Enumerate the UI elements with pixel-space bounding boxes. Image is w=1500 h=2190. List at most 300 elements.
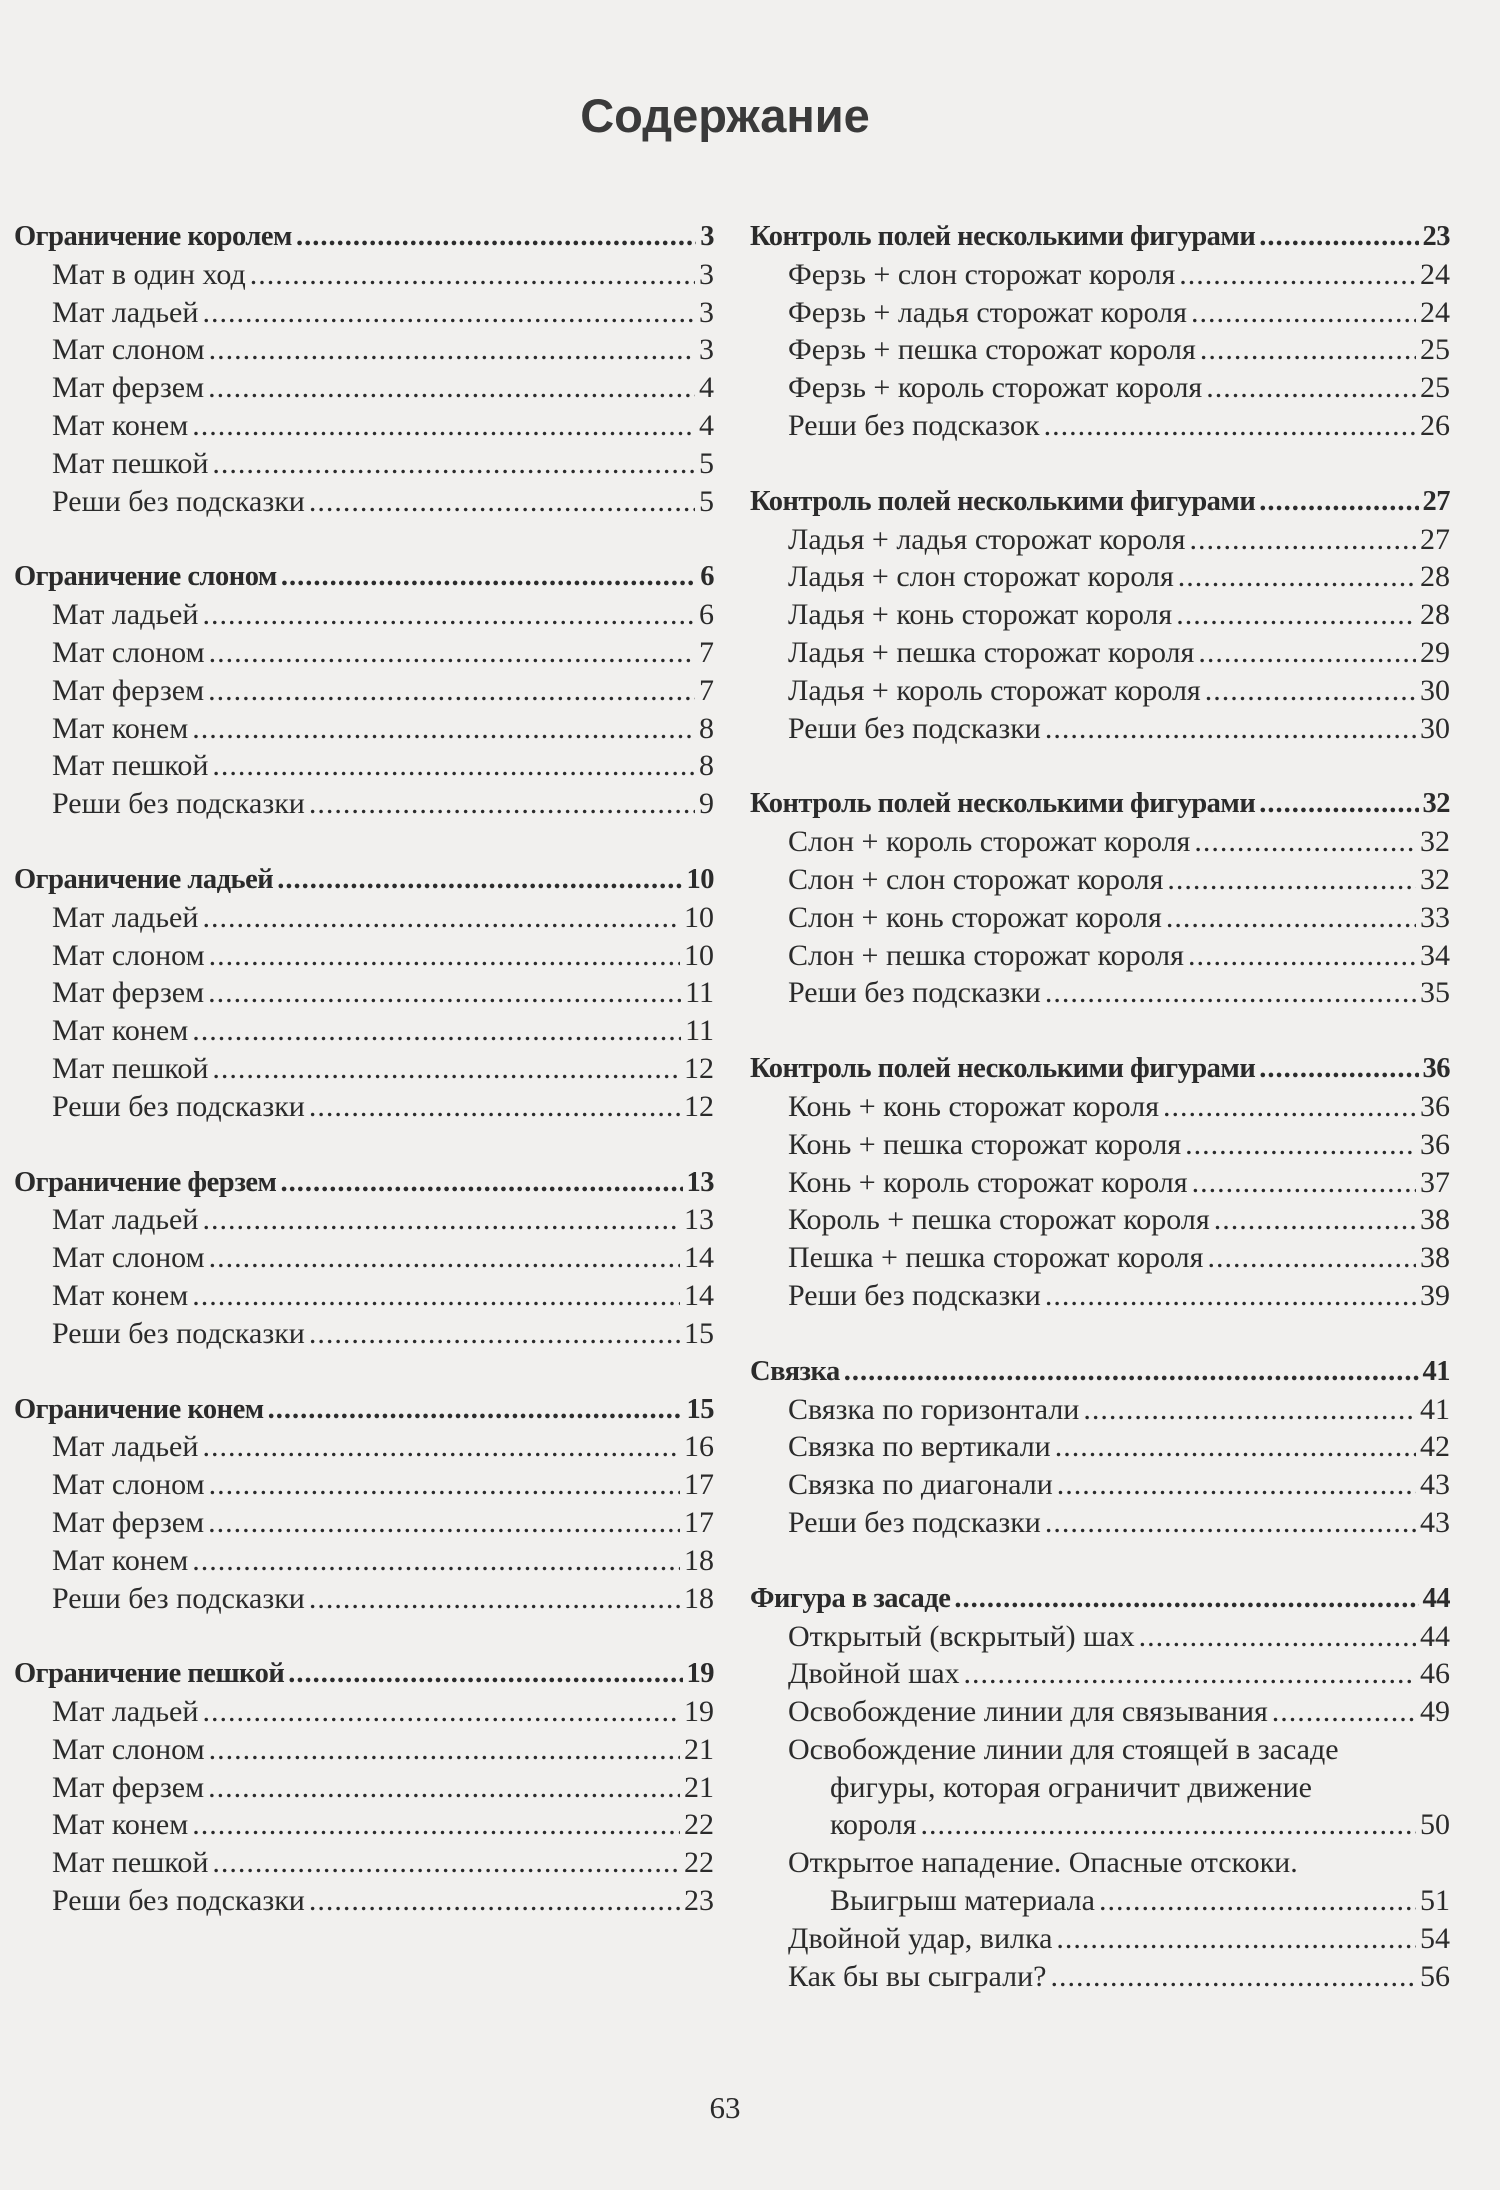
toc-page-number: 5 — [699, 446, 714, 480]
toc-entry — [750, 1504, 1450, 1542]
leader-dots — [209, 1731, 680, 1769]
toc-entry-label: Мат конем — [52, 1014, 189, 1048]
toc-page-number: 37 — [1420, 1165, 1450, 1199]
toc-entry-label: Слон + пешка сторожат короля — [788, 938, 1184, 972]
toc-entry — [750, 899, 1450, 937]
toc-page-number: 25 — [1420, 371, 1450, 405]
toc-entry — [750, 256, 1450, 294]
leader-dots — [1045, 1277, 1416, 1315]
toc-page-number: 14 — [684, 1241, 714, 1275]
toc-entry — [750, 294, 1450, 332]
toc-entry-label: Конь + король сторожат короля — [788, 1165, 1188, 1199]
toc-entry — [14, 1050, 714, 1088]
toc-entry — [14, 445, 714, 483]
leader-dots — [208, 672, 695, 710]
leader-dots — [1259, 785, 1418, 823]
toc-page-number: 15 — [684, 1316, 714, 1350]
toc-section-heading — [750, 1050, 1450, 1088]
toc-entry — [14, 1882, 714, 1920]
toc-entry-label: Слон + конь сторожат короля — [788, 900, 1162, 934]
toc-section — [750, 1050, 1450, 1315]
toc-entry — [750, 1239, 1450, 1277]
toc-entry-label: Мат ферзем — [52, 1770, 205, 1804]
toc-entry-label: Мат слоном — [52, 1241, 205, 1275]
toc-page-number: 30 — [1420, 673, 1450, 707]
leader-dots — [1044, 407, 1416, 445]
toc-page-number: 49 — [1420, 1695, 1450, 1729]
toc-entry-label: Реши без подсказки — [52, 1581, 305, 1615]
leader-dots — [1179, 256, 1416, 294]
toc-entry — [14, 1844, 714, 1882]
toc-page-number: 51 — [1420, 1884, 1450, 1918]
toc-entry — [750, 1655, 1450, 1693]
toc-page-number: 22 — [684, 1808, 714, 1842]
leader-dots — [1207, 1239, 1416, 1277]
toc-entry — [750, 1618, 1450, 1656]
toc-entry — [14, 747, 714, 785]
leader-dots — [1192, 1164, 1416, 1202]
toc-entry-label: Реши без подсказки — [788, 1278, 1041, 1312]
toc-entry — [14, 1277, 714, 1315]
toc-entry-label: Конь + пешка сторожат короля — [788, 1127, 1182, 1161]
toc-entry-label: Реши без подсказки — [788, 1505, 1041, 1539]
leader-dots — [202, 596, 695, 634]
toc-page-number: 3 — [700, 221, 714, 252]
page-number: 63 — [709, 2090, 741, 2125]
toc-entry-label: Мат ферзем — [52, 976, 205, 1010]
leader-dots — [954, 1580, 1418, 1618]
leader-dots — [208, 1769, 680, 1807]
toc-entry-label: Конь + конь сторожат короля — [788, 1089, 1160, 1123]
toc-page-number: 22 — [684, 1846, 714, 1880]
leader-dots — [1200, 331, 1416, 369]
leader-dots — [1176, 596, 1416, 634]
leader-dots — [1055, 1428, 1416, 1466]
leader-dots — [209, 331, 695, 369]
toc-entry — [14, 483, 714, 521]
toc-entry-label: Король + пешка сторожат короля — [788, 1203, 1210, 1237]
toc-page-number: 29 — [1420, 635, 1450, 669]
toc-section-heading — [750, 483, 1450, 521]
toc-page-number: 10 — [684, 938, 714, 972]
toc-page-number: 54 — [1420, 1921, 1450, 1955]
toc-entry — [14, 1731, 714, 1769]
leader-dots — [1045, 974, 1416, 1012]
toc-entry — [14, 634, 714, 672]
toc-entry — [750, 710, 1450, 748]
leader-dots — [1259, 1050, 1418, 1088]
leader-dots — [1205, 672, 1416, 710]
toc-entry — [14, 1806, 714, 1844]
toc-entry — [750, 521, 1450, 559]
toc-page-number: 30 — [1420, 711, 1450, 745]
toc-entry-label: Реши без подсказки — [52, 1089, 305, 1123]
toc-page-number: 9 — [699, 787, 714, 821]
toc-entry-label: Реши без подсказки — [52, 1884, 305, 1918]
toc-page-number: 6 — [700, 561, 714, 593]
toc-page-number: 41 — [1420, 1392, 1450, 1426]
toc-entry-label: Связка — [750, 1355, 840, 1387]
toc-entry-label: Реши без подсказок — [788, 408, 1040, 442]
toc-entry-continuation — [750, 1882, 1450, 1920]
toc-page-number: 34 — [1420, 938, 1450, 972]
leader-dots — [209, 1466, 680, 1504]
toc-page-number: 21 — [684, 1770, 714, 1804]
toc-entry — [14, 785, 714, 823]
toc-page-number: 28 — [1420, 560, 1450, 594]
toc-entry — [14, 294, 714, 332]
toc-entry — [14, 937, 714, 975]
leader-dots — [309, 1580, 680, 1618]
leader-dots — [212, 1844, 680, 1882]
leader-dots — [1272, 1693, 1416, 1731]
leader-dots — [208, 974, 681, 1012]
leader-dots — [202, 1428, 680, 1466]
toc-entry-label: Ограничение конем — [14, 1393, 264, 1425]
toc-section — [14, 1391, 714, 1618]
leader-dots — [1056, 1920, 1416, 1958]
toc-page-number: 19 — [684, 1695, 714, 1729]
toc-entry-label: Мат в один ход — [52, 257, 246, 291]
toc-entry — [750, 1958, 1450, 1996]
toc-left-column — [14, 218, 714, 1958]
leader-dots — [1178, 558, 1416, 596]
leader-dots — [192, 407, 695, 445]
toc-entry — [750, 1277, 1450, 1315]
toc-entry-label: Реши без подсказки — [52, 787, 305, 821]
toc-entry-label: Двойной удар, вилка — [788, 1921, 1053, 1955]
toc-entry — [14, 672, 714, 710]
leader-dots — [202, 1693, 680, 1731]
toc-entry — [14, 1315, 714, 1353]
toc-entry-label: Связка по диагонали — [788, 1468, 1053, 1502]
toc-entry — [14, 407, 714, 445]
toc-page-number: 36 — [1420, 1089, 1450, 1123]
toc-page-number: 35 — [1420, 976, 1450, 1010]
toc-entry-label: Ферзь + пешка сторожат короля — [788, 333, 1196, 367]
toc-entry — [14, 1012, 714, 1050]
leader-dots — [1194, 823, 1416, 861]
leader-dots — [192, 1012, 681, 1050]
toc-entry-label: Открытое нападение. Опасные отскоки. — [788, 1846, 1298, 1880]
toc-page-number: 23 — [684, 1884, 714, 1918]
toc-page-number: 4 — [699, 408, 714, 442]
toc-page-number: 7 — [699, 673, 714, 707]
leader-dots — [1206, 369, 1416, 407]
toc-entry — [14, 974, 714, 1012]
toc-page-number: 15 — [686, 1393, 714, 1425]
page-title: Содержание — [580, 89, 870, 142]
toc-section — [14, 558, 714, 823]
toc-entry — [750, 1164, 1450, 1202]
toc-page-number: 21 — [684, 1732, 714, 1766]
toc-page-number: 32 — [1420, 862, 1450, 896]
leader-dots — [1050, 1958, 1416, 1996]
toc-entry-label: фигуры, которая ограничит движение — [830, 1770, 1312, 1804]
toc-page-number: 13 — [684, 1203, 714, 1237]
toc-page-number: 16 — [684, 1430, 714, 1464]
toc-page-number: 19 — [686, 1658, 714, 1690]
leader-dots — [192, 1277, 680, 1315]
toc-page-number: 23 — [1422, 221, 1450, 252]
toc-entry — [14, 331, 714, 369]
toc-entry-label: Фигура в засаде — [750, 1582, 951, 1614]
toc-section-heading — [14, 1164, 714, 1202]
toc-entry-label: Мат пешкой — [52, 749, 209, 783]
toc-page-number: 4 — [699, 371, 714, 405]
toc-entry-label: Мат слоном — [52, 938, 205, 972]
leader-dots — [1259, 483, 1418, 521]
toc-page-number: 11 — [685, 976, 714, 1010]
toc-entry-label: Мат ферзем — [52, 371, 205, 405]
leader-dots — [280, 1164, 682, 1202]
leader-dots — [250, 256, 695, 294]
toc-page-number: 3 — [699, 333, 714, 367]
toc-entry-label: Ограничение ферзем — [14, 1166, 277, 1198]
toc-entry — [750, 861, 1450, 899]
toc-section — [14, 1164, 714, 1353]
leader-dots — [209, 634, 695, 672]
toc-entry-label: Мат конем — [52, 711, 189, 745]
toc-entry — [750, 596, 1450, 634]
toc-page-number: 39 — [1420, 1278, 1450, 1312]
toc-entry — [750, 1731, 1450, 1769]
toc-page-number: 44 — [1422, 1582, 1450, 1614]
toc-entry — [14, 1769, 714, 1807]
leader-dots — [192, 1542, 680, 1580]
toc-section — [750, 1580, 1450, 1996]
toc-entry-label: Открытый (вскрытый) шах — [788, 1619, 1135, 1653]
toc-entry-label: Пешка + пешка сторожат короля — [788, 1241, 1204, 1275]
toc-page-number: 18 — [684, 1581, 714, 1615]
toc-entry-label: Мат слоном — [52, 1468, 205, 1502]
toc-entry — [14, 1428, 714, 1466]
leader-dots — [268, 1391, 683, 1429]
toc-entry-label: Связка по вертикали — [788, 1430, 1051, 1464]
toc-page-number: 11 — [685, 1014, 714, 1048]
leader-dots — [192, 710, 695, 748]
leader-dots — [1166, 899, 1416, 937]
leader-dots — [1083, 1391, 1416, 1429]
toc-entry-label: Мат конем — [52, 1808, 189, 1842]
leader-dots — [1185, 1126, 1416, 1164]
leader-dots — [1139, 1618, 1416, 1656]
toc-entry-label: Реши без подсказки — [788, 711, 1041, 745]
toc-entry — [750, 1466, 1450, 1504]
toc-entry-label: Ладья + конь сторожат короля — [788, 598, 1173, 632]
toc-entry — [14, 1504, 714, 1542]
leader-dots — [309, 1315, 680, 1353]
toc-entry-label: Мат ферзем — [52, 673, 205, 707]
leader-dots — [281, 558, 696, 596]
toc-page-number: 3 — [699, 257, 714, 291]
toc-entry — [750, 558, 1450, 596]
toc-page-number: 26 — [1420, 408, 1450, 442]
toc-entry-label: Мат пешкой — [52, 1051, 209, 1085]
toc-entry-label: Мат конем — [52, 1278, 189, 1312]
toc-entry-label: Контроль полей несколькими фигурами — [750, 788, 1256, 820]
toc-entry — [750, 1391, 1450, 1429]
toc-entry-label: Мат ладьей — [52, 900, 199, 934]
toc-page-number: 10 — [684, 900, 714, 934]
toc-entry-label: Мат ферзем — [52, 1505, 205, 1539]
toc-page-number: 18 — [684, 1543, 714, 1577]
toc-entry — [750, 331, 1450, 369]
toc-entry — [14, 899, 714, 937]
toc-entry-label: Освобождение линии для стоящей в засаде — [788, 1732, 1339, 1766]
leader-dots — [202, 1201, 680, 1239]
toc-page-number: 24 — [1420, 295, 1450, 329]
toc-page-number: 36 — [1420, 1127, 1450, 1161]
toc-entry — [750, 407, 1450, 445]
leader-dots — [296, 218, 696, 256]
toc-section — [14, 861, 714, 1126]
toc-entry-label: Мат пешкой — [52, 446, 209, 480]
toc-entry-label: Ограничение ладьей — [14, 863, 274, 895]
toc-page-number: 17 — [684, 1468, 714, 1502]
leader-dots — [212, 445, 695, 483]
toc-page-number: 28 — [1420, 598, 1450, 632]
toc-page-number: 6 — [699, 598, 714, 632]
toc-page-number: 41 — [1422, 1355, 1450, 1387]
toc-entry-label: Двойной шах — [788, 1657, 960, 1691]
toc-entry — [14, 1201, 714, 1239]
toc-entry-label: Мат конем — [52, 1543, 189, 1577]
toc-entry — [14, 1542, 714, 1580]
toc-entry-label: Контроль полей несколькими фигурами — [750, 1053, 1256, 1085]
toc-entry — [750, 937, 1450, 975]
toc-entry-continuation — [750, 1806, 1450, 1844]
toc-page-number: 50 — [1420, 1808, 1450, 1842]
toc-section-heading — [750, 218, 1450, 256]
leader-dots — [212, 747, 695, 785]
toc-entry — [750, 634, 1450, 672]
toc-entry-label: Мат конем — [52, 408, 189, 442]
toc-page-number: 38 — [1420, 1203, 1450, 1237]
toc-page-number: 17 — [684, 1505, 714, 1539]
toc-page-number: 38 — [1420, 1241, 1450, 1275]
toc-page-number: 24 — [1420, 257, 1450, 291]
toc-entry — [750, 1126, 1450, 1164]
toc-section-heading — [750, 785, 1450, 823]
toc-entry-label: Мат ладьей — [52, 295, 199, 329]
leader-dots — [309, 1088, 680, 1126]
leader-dots — [844, 1353, 1419, 1391]
leader-dots — [1259, 218, 1418, 256]
toc-entry-label: Ферзь + король сторожат короля — [788, 371, 1203, 405]
toc-page-number: 42 — [1420, 1430, 1450, 1464]
leader-dots — [1214, 1201, 1416, 1239]
toc-section — [750, 785, 1450, 1012]
toc-entry-label: Освобождение линии для связывания — [788, 1695, 1268, 1729]
toc-entry-label: Ферзь + слон сторожат короля — [788, 257, 1176, 291]
toc-entry — [750, 974, 1450, 1012]
toc-entry-label: Мат ладьей — [52, 1430, 199, 1464]
toc-page-number: 33 — [1420, 900, 1450, 934]
toc-section-heading — [14, 1655, 714, 1693]
toc-entry — [750, 369, 1450, 407]
leader-dots — [208, 1504, 680, 1542]
toc-entry-label: Ограничение королем — [14, 221, 292, 252]
toc-entry — [14, 596, 714, 634]
toc-page-number: 7 — [699, 635, 714, 669]
toc-page-number: 27 — [1422, 485, 1450, 517]
leader-dots — [202, 899, 680, 937]
toc-page-number: 27 — [1420, 522, 1450, 556]
leader-dots — [1198, 634, 1416, 672]
toc-entry-label: Мат ладьей — [52, 598, 199, 632]
toc-entry-label: Реши без подсказки — [52, 484, 305, 518]
leader-dots — [209, 1239, 680, 1277]
toc-entry-continuation — [750, 1769, 1450, 1807]
leader-dots — [209, 937, 680, 975]
toc-entry — [14, 1466, 714, 1504]
leader-dots — [964, 1655, 1416, 1693]
toc-page-number: 32 — [1420, 825, 1450, 859]
toc-page-number: 44 — [1420, 1619, 1450, 1653]
toc-page-number: 32 — [1422, 788, 1450, 820]
toc-page-number: 13 — [686, 1166, 714, 1198]
toc-entry-label: Ограничение пешкой — [14, 1658, 285, 1690]
toc-entry — [14, 1088, 714, 1126]
leader-dots — [1167, 861, 1416, 899]
leader-dots — [1045, 710, 1416, 748]
toc-entry-label: Выигрыш материала — [830, 1884, 1095, 1918]
toc-page-number: 56 — [1420, 1959, 1450, 1993]
toc-entry — [750, 1693, 1450, 1731]
toc-page-number: 43 — [1420, 1468, 1450, 1502]
toc-page-number: 25 — [1420, 333, 1450, 367]
toc-entry-label: Мат пешкой — [52, 1846, 209, 1880]
toc-page-number: 3 — [699, 295, 714, 329]
toc-entry — [750, 1201, 1450, 1239]
toc-entry — [750, 672, 1450, 710]
leader-dots — [208, 369, 695, 407]
toc-page-number: 36 — [1422, 1053, 1450, 1085]
toc-entry-label: Мат слоном — [52, 333, 205, 367]
leader-dots — [1045, 1504, 1416, 1542]
toc-entry-label: Слон + король сторожат короля — [788, 825, 1191, 859]
toc-page-number: 14 — [684, 1278, 714, 1312]
toc-entry-label: Контроль полей несколькими фигурами — [750, 485, 1256, 517]
toc-entry-label: Мат слоном — [52, 1732, 205, 1766]
toc-page-number: 12 — [684, 1089, 714, 1123]
toc-entry — [14, 1693, 714, 1731]
toc-entry-label: Слон + слон сторожат короля — [788, 862, 1164, 896]
toc-entry-label: Как бы вы сыграли? — [788, 1959, 1047, 1993]
toc-entry-label: Реши без подсказки — [52, 1316, 305, 1350]
toc-entry — [750, 823, 1450, 861]
leader-dots — [309, 1882, 680, 1920]
toc-entry — [14, 256, 714, 294]
toc-section-heading — [14, 218, 714, 256]
leader-dots — [1191, 294, 1416, 332]
toc-section — [750, 218, 1450, 445]
toc-entry-label: Ферзь + ладья сторожат короля — [788, 295, 1187, 329]
toc-entry-label: Контроль полей несколькими фигурами — [750, 221, 1256, 252]
leader-dots — [1057, 1466, 1416, 1504]
toc-page-number: 43 — [1420, 1505, 1450, 1539]
leader-dots — [277, 861, 682, 899]
leader-dots — [1189, 521, 1416, 559]
toc-entry — [14, 710, 714, 748]
toc-page-number: 10 — [686, 863, 714, 895]
toc-section — [750, 1353, 1450, 1542]
toc-entry — [750, 1920, 1450, 1958]
toc-page-number: 8 — [699, 711, 714, 745]
toc-entry — [750, 1844, 1450, 1882]
toc-section — [14, 218, 714, 520]
